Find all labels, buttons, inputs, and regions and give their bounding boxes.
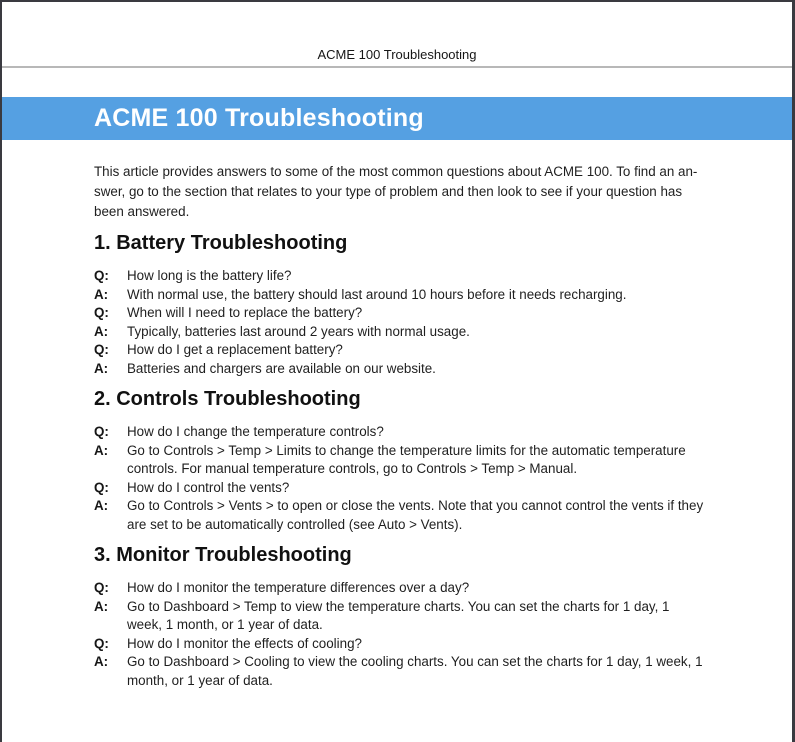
qa-line: With normal use, the battery should last around 10 hours before it needs recharging.	[127, 286, 627, 302]
question-text	[127, 267, 722, 286]
qa-line: Batteries and chargers are available on our website.	[127, 360, 436, 376]
question-row	[94, 579, 722, 598]
question-label: Q:	[94, 580, 109, 595]
answer-row	[94, 442, 722, 479]
qa-line: week, 1 month, or 1 year of data.	[127, 617, 323, 632]
question-text	[127, 304, 722, 323]
answer-label: A:	[94, 360, 109, 376]
section-heading: 1. Battery Troubleshooting	[94, 232, 348, 254]
question-label: Q:	[94, 268, 109, 283]
answer-row	[94, 653, 722, 690]
intro-line: been answered.	[94, 204, 190, 219]
question-row	[94, 479, 722, 498]
intro-line: This article provides answers to some of the most common questions about ACME 100. To find an an-	[94, 164, 698, 179]
question-label: Q:	[94, 342, 109, 357]
question-text	[127, 479, 722, 498]
answer-row	[94, 323, 722, 342]
answer-label: A:	[94, 286, 109, 302]
qa-line: Go to Controls > Temp > Limits to change the temperature limits for the automatic temperature	[127, 442, 686, 458]
question-row	[94, 635, 722, 654]
answer-text	[127, 323, 722, 342]
question-label: Q:	[94, 635, 109, 651]
question-row	[94, 423, 722, 442]
qa-line: How do I monitor the effects of cooling?	[127, 635, 362, 651]
qa-line: How long is the battery life?	[127, 268, 292, 283]
qa-line: How do I get a replacement battery?	[127, 342, 343, 357]
title-banner	[2, 97, 792, 140]
question-text	[127, 579, 722, 598]
answer-label: A:	[94, 498, 109, 513]
running-header-text: ACME 100 Troubleshooting	[317, 47, 477, 62]
faq-section	[94, 232, 722, 378]
answer-row	[94, 497, 722, 534]
section-heading: 3. Monitor Troubleshooting	[94, 544, 352, 566]
section-heading: 2. Controls Troubleshooting	[94, 388, 361, 410]
answer-label: A:	[94, 654, 109, 669]
answer-label: A:	[94, 598, 109, 614]
question-text	[127, 423, 722, 442]
faq-section	[94, 544, 722, 690]
qa-line: Go to Dashboard > Temp to view the temperature charts. You can set the charts for 1 day, 1	[127, 598, 670, 614]
question-row	[94, 341, 722, 360]
answer-row	[94, 286, 722, 305]
question-text	[127, 341, 722, 360]
answer-text	[127, 442, 722, 479]
question-row	[94, 304, 722, 323]
answer-text	[127, 360, 722, 379]
running-header	[2, 2, 792, 66]
faq-sections	[94, 232, 722, 690]
answer-text	[127, 497, 722, 534]
qa-line: Go to Controls > Vents > to open or close the vents. Note that you cannot control the vents if they	[127, 498, 704, 513]
intro-line: swer, go to the section that relates to your type of problem and then look to see if your question has	[94, 184, 683, 199]
question-label: Q:	[94, 424, 109, 439]
answer-row	[94, 598, 722, 635]
question-text	[127, 635, 722, 654]
qa-line: How do I change the temperature controls?	[127, 424, 384, 439]
article-content	[2, 162, 792, 690]
question-label: Q:	[94, 305, 109, 320]
document-title: ACME 100 Troubleshooting	[94, 104, 424, 132]
qa-line: How do I control the vents?	[127, 479, 290, 495]
qa-line: When will I need to replace the battery?	[127, 305, 363, 320]
qa-line: Typically, batteries last around 2 years with normal usage.	[127, 323, 470, 339]
answer-text	[127, 653, 722, 690]
answer-text	[127, 286, 722, 305]
intro-paragraph	[94, 162, 722, 222]
qa-line: are set to be automatically controlled (see Auto > Vents).	[127, 516, 463, 532]
answer-label: A:	[94, 442, 109, 458]
answer-row	[94, 360, 722, 379]
faq-section	[94, 388, 722, 534]
question-label: Q:	[94, 479, 109, 495]
qa-line: How do I monitor the temperature differences over a day?	[127, 580, 470, 595]
qa-line: month, or 1 year of data.	[127, 672, 273, 688]
qa-line: controls. For manual temperature controls, go to Controls > Temp > Manual.	[127, 461, 578, 476]
qa-line: Go to Dashboard > Cooling to view the cooling charts. You can set the charts for 1 day, 1 week, 1	[127, 654, 703, 669]
question-row	[94, 267, 722, 286]
answer-label: A:	[94, 323, 109, 339]
answer-text	[127, 598, 722, 635]
header-divider-line	[2, 66, 792, 68]
